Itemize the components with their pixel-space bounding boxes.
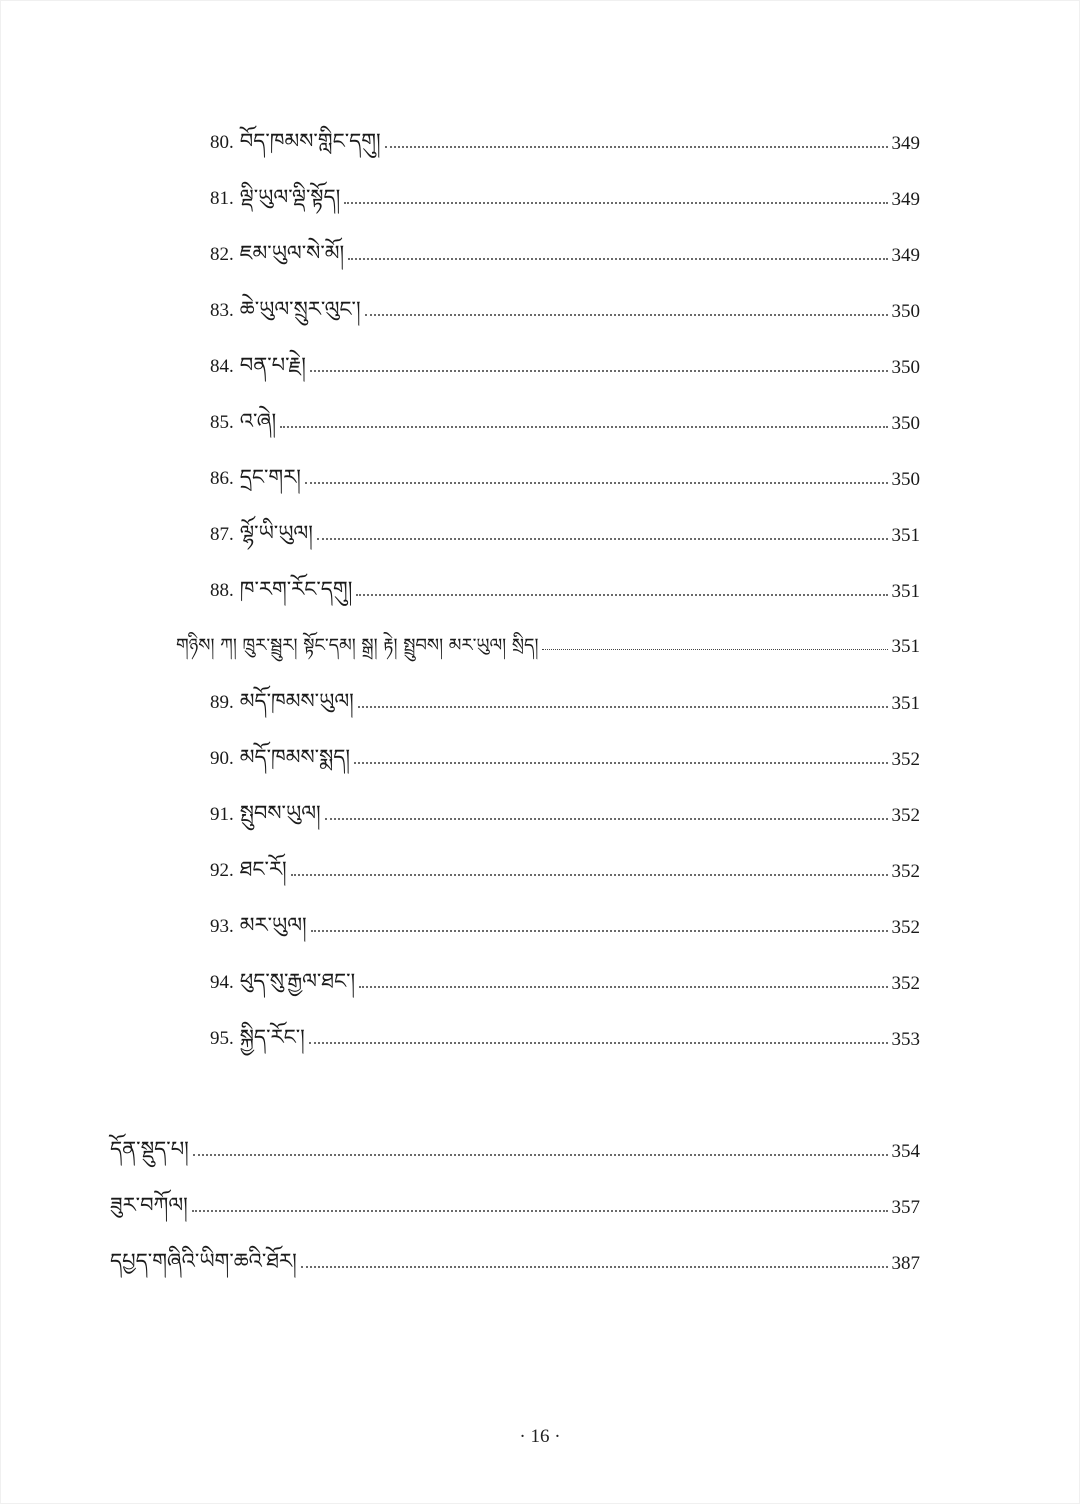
toc-entry-85[interactable]: [210, 394, 920, 434]
leader-dots: [192, 1210, 888, 1212]
toc-page-number: 350: [891, 357, 920, 378]
toc-entry-89[interactable]: [210, 674, 920, 714]
leader-dots: [354, 762, 887, 764]
toc-section-heading[interactable]: [176, 617, 920, 657]
toc-entry-summary[interactable]: [110, 1122, 920, 1162]
toc-page-number: 350: [891, 301, 920, 322]
toc-entry-label: 81. ལྡི་ཡུལ་ལྡི་སྟོད།: [210, 185, 341, 209]
toc-entry-87[interactable]: [210, 506, 920, 546]
toc-page-number: 350: [891, 469, 920, 490]
toc-entry-label: 95. སྐྱིད་རོང་།: [210, 1025, 305, 1049]
toc-entry-appendix[interactable]: [110, 1178, 920, 1218]
toc-page-number: 351: [891, 693, 920, 714]
toc-page-number: 352: [891, 917, 920, 938]
toc-page-number: 352: [891, 973, 920, 994]
toc-page-number: 349: [891, 189, 920, 210]
leader-dots: [344, 202, 887, 204]
toc-entry-label: 84. བན་པ་རྗེ།: [210, 353, 306, 377]
toc-section-label: གཉིས། ཀ། ཁྲུར་སྦྲུར། སྟོང་དམ། སྒྲ། རྟེ། སྤྲུབས། མར་ཡུལ། སྲིད།: [176, 635, 539, 656]
leader-dots: [356, 594, 887, 596]
toc-page-number: 349: [891, 245, 920, 266]
toc-page-number: 387: [891, 1253, 920, 1274]
toc-entry-label: 85. འ་ཞེ།: [210, 409, 277, 433]
toc-page-number: 357: [891, 1197, 920, 1218]
leader-dots: [365, 314, 888, 316]
toc-entry-label: 80. བོད་ཁམས་གླིང་དགུ།: [210, 129, 381, 153]
toc-entry-label: 94. ཕུད་སུ་རྒྱལ་ཐང་།: [210, 969, 356, 993]
toc-entry-label: ཟུར་བཀོལ།: [110, 1193, 188, 1217]
toc-page-number: 352: [891, 749, 920, 770]
toc-page-number: 352: [891, 805, 920, 826]
leader-dots: [311, 930, 888, 932]
leader-dots: [359, 986, 887, 988]
leader-dots: [325, 818, 888, 820]
toc-page-number: 352: [891, 861, 920, 882]
leader-dots: [280, 426, 887, 428]
toc-entry-label: 93. མར་ཡུལ།: [210, 913, 307, 937]
toc-entry-references[interactable]: [110, 1234, 920, 1274]
toc-page-number: 351: [891, 636, 920, 657]
toc-entry-label: དཔྱད་གཞིའི་ཡིག་ཆའི་ཐོར།: [110, 1249, 297, 1273]
toc-entry-label: 82. ཇམ་ཡུལ་སེ་མོ།: [210, 241, 345, 265]
toc-entry-80[interactable]: [210, 114, 920, 154]
toc-entry-82[interactable]: [210, 226, 920, 266]
leader-dots: [305, 482, 888, 484]
toc-page-number: 349: [891, 133, 920, 154]
toc-entry-label: 91. སྤུབས་ཡུལ།: [210, 801, 321, 825]
toc-entry-81[interactable]: [210, 170, 920, 210]
toc-page-number: 351: [891, 525, 920, 546]
toc-entry-84[interactable]: [210, 338, 920, 378]
toc-entry-86[interactable]: [210, 450, 920, 490]
toc-entry-94[interactable]: [210, 954, 920, 994]
toc-entry-label: 88. ཁ་རག་རོང་དགུ།: [210, 577, 353, 601]
leader-dots: [193, 1154, 888, 1156]
page-number-footer: · 16 ·: [519, 1426, 561, 1447]
leader-dots: [301, 1266, 888, 1268]
toc-page-number: 353: [891, 1029, 920, 1050]
toc-entry-label: 90. མདོ་ཁམས་སྨད།: [210, 745, 351, 769]
toc-entry-label: 89. མདོ་ཁམས་ཡུལ།: [210, 689, 354, 713]
toc-entry-90[interactable]: [210, 730, 920, 770]
toc-entry-83[interactable]: [210, 282, 920, 322]
leader-dots: [309, 1042, 888, 1044]
toc-entry-label: 92. ཐང་རོ།: [210, 857, 287, 881]
toc-entry-label: 83. ཆེ་ཡུལ་སྲུར་ལུང་།: [210, 297, 361, 321]
leader-dots: [385, 146, 888, 148]
leader-dots: [542, 649, 887, 650]
toc-entry-label: 87. ལྷོ་ཡི་ཡུལ།: [210, 521, 313, 545]
toc-entry-95[interactable]: [210, 1010, 920, 1050]
leader-dots: [317, 538, 888, 540]
leader-dots: [358, 706, 888, 708]
toc-entry-label: 86. དྲང་གར།: [210, 465, 301, 489]
toc-entry-91[interactable]: [210, 786, 920, 826]
leader-dots: [310, 370, 888, 372]
toc-page-number: 351: [891, 581, 920, 602]
toc-entry-92[interactable]: [210, 842, 920, 882]
toc-entry-88[interactable]: [210, 562, 920, 602]
toc-entry-label: དོན་སྡུད་པ།: [110, 1137, 189, 1161]
toc-page-number: 350: [891, 413, 920, 434]
leader-dots: [348, 258, 887, 260]
toc-entry-93[interactable]: [210, 898, 920, 938]
leader-dots: [291, 874, 888, 876]
toc-page-number: 354: [891, 1141, 920, 1162]
